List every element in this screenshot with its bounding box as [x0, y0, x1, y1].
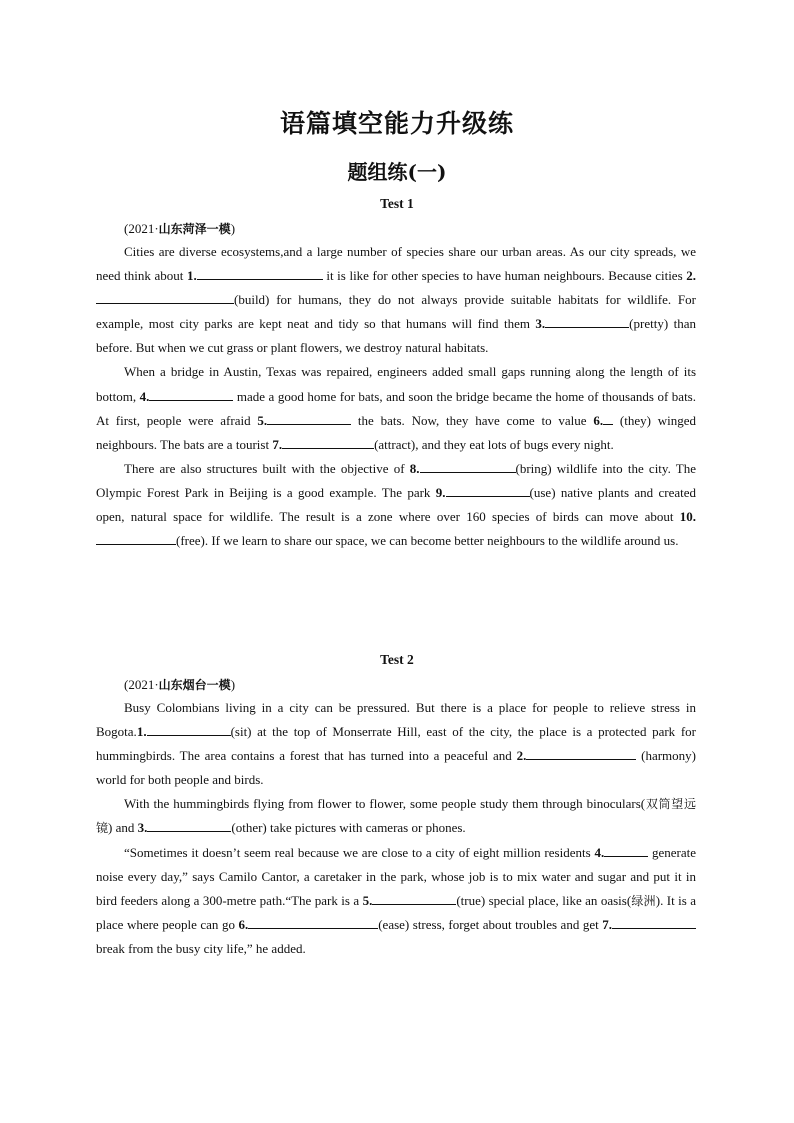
text-run: ) and: [108, 820, 138, 836]
test2-source: [124, 676, 235, 693]
text-run: (ease) stress, forget about troubles and get: [378, 916, 603, 932]
question-number: 9.: [435, 484, 446, 500]
test1-heading: Test 1: [380, 196, 414, 211]
answer-blank-5[interactable]: [372, 891, 456, 905]
test2-heading: Test 2: [380, 652, 414, 667]
question-number: 4.: [594, 844, 605, 860]
text-run: break from the busy city life,” he added.: [96, 940, 306, 956]
answer-blank-3[interactable]: [147, 818, 231, 832]
answer-blank-1[interactable]: [147, 722, 231, 736]
text-run: There are also structures built with the objective of: [124, 460, 410, 476]
question-number: 5.: [362, 892, 373, 908]
text-run: “Sometimes it doesn’t seem real because we are close to a city of eight million residents: [124, 844, 595, 860]
answer-blank-6[interactable]: [248, 915, 378, 929]
question-number: 6.: [593, 412, 604, 428]
text-run: the bats. Now, they have come to value: [351, 412, 594, 428]
question-number: 7.: [602, 916, 612, 932]
test1-paragraph-2: [96, 360, 696, 456]
text-run: made a good home for bats, and soon the bridge became the home of thousands of bats. At first, people were afraid: [96, 388, 696, 428]
answer-blank-1[interactable]: [197, 266, 323, 280]
answer-blank-4[interactable]: [604, 843, 648, 857]
answer-blank-4[interactable]: [149, 387, 233, 401]
test2-paragraph-1: [96, 696, 696, 792]
answer-blank-9[interactable]: [446, 483, 530, 497]
text-run: Cities are diverse ecosystems,and a large number of species share our urban areas. As our city spreads, we need think about: [96, 244, 696, 284]
text-run: (pretty) than before. But when we cut grass or plant flowers, we destroy natural habitats.: [96, 316, 696, 356]
text-run: (use) native plants and created open, natural space for wildlife. The result is a zone where over 160 species of birds can move about: [96, 484, 696, 525]
test2-source-year: (2021·: [124, 677, 159, 692]
text-run: When a bridge in Austin, Texas was repaired, engineers added small gaps running along the length of its bottom,: [96, 364, 696, 404]
text-run: With the hummingbirds flying from flower to flower, some people study them through binoculars(: [124, 796, 646, 812]
test2-paragraph-3: [96, 841, 696, 961]
answer-blank-2[interactable]: [526, 746, 636, 760]
test1-source: [124, 220, 235, 237]
text-run: (true) special place, like an oasis(: [456, 892, 632, 908]
answer-blank-6[interactable]: [603, 411, 613, 425]
answer-blank-3[interactable]: [545, 314, 629, 328]
page-subtitle: 题组练(一): [347, 160, 447, 184]
chinese-gloss: 双筒望远镜: [96, 797, 696, 836]
text-run: generate noise every day,” says Camilo Cantor, a caretaker in the park, whose job is to mix water and sugar and put it in bird feeders along a 300-metre path.“The park is a: [96, 844, 697, 908]
test1-passage: [96, 240, 696, 553]
text-run: (other) take pictures with cameras or phones.: [231, 820, 466, 836]
test2-passage: [96, 696, 696, 961]
text-run: ). It is a place where people can go: [96, 892, 696, 932]
question-number: 5.: [257, 412, 268, 428]
question-number: 3.: [137, 820, 148, 836]
question-number: 10.: [679, 509, 696, 525]
answer-blank-5[interactable]: [267, 411, 351, 425]
text-run: (they) winged neighbours. The bats are a tourist: [96, 412, 697, 452]
question-number: 6.: [238, 916, 249, 932]
answer-blank-7[interactable]: [282, 435, 374, 449]
test1-paragraph-3: [96, 457, 696, 553]
answer-blank-8[interactable]: [420, 459, 516, 473]
test1-source-name: 山东菏泽一模: [158, 222, 231, 236]
text-run: (bring) wildlife into the city. The Olympic Forest Park in Beijing is a good example. The park: [96, 460, 697, 500]
answer-blank-10[interactable]: [96, 531, 176, 545]
test1-paragraph-1: [96, 240, 696, 360]
test2-source-name: 山东烟台一模: [158, 678, 231, 692]
answer-blank-7[interactable]: [612, 915, 696, 929]
answer-blank-2[interactable]: [96, 290, 234, 304]
test1-source-year: (2021·: [124, 221, 159, 236]
question-number: 1.: [186, 268, 197, 284]
test1-source-close: ): [230, 221, 236, 236]
text-run: (attract), and they eat lots of bugs every night.: [374, 436, 614, 452]
question-number: 3.: [535, 316, 546, 332]
question-number: 7.: [272, 436, 283, 452]
question-number: 1.: [136, 724, 147, 740]
test2-paragraph-2: [96, 792, 696, 840]
text-run: (harmony) world for both people and birds.: [96, 748, 696, 788]
text-run: it is like for other species to have human neighbours. Because cities: [322, 268, 687, 284]
text-run: Busy Colombians living in a city can be pressured. But there is a place for people to relieve stress in Bogota.: [96, 700, 696, 740]
question-number: 4.: [139, 388, 150, 404]
text-run: (build) for humans, they do not always provide suitable habitats for wildlife. For example, most city parks are kept neat and tidy so that humans will find them: [96, 292, 696, 332]
question-number: 8.: [409, 460, 420, 476]
question-number: 2.: [516, 748, 527, 764]
page-title: 语篇填空能力升级练: [279, 109, 514, 138]
text-run: (free). If we learn to share our space, we can become better neighbours to the wildlife around us.: [176, 533, 679, 549]
question-number: 2.: [686, 268, 696, 284]
chinese-gloss: 绿洲: [631, 893, 656, 908]
test2-source-close: ): [230, 677, 236, 692]
text-run: (sit) at the top of Monserrate Hill, east of the city, the place is a protected park for hummingbirds. The area contains a forest that has turned into a peaceful and: [96, 724, 696, 764]
